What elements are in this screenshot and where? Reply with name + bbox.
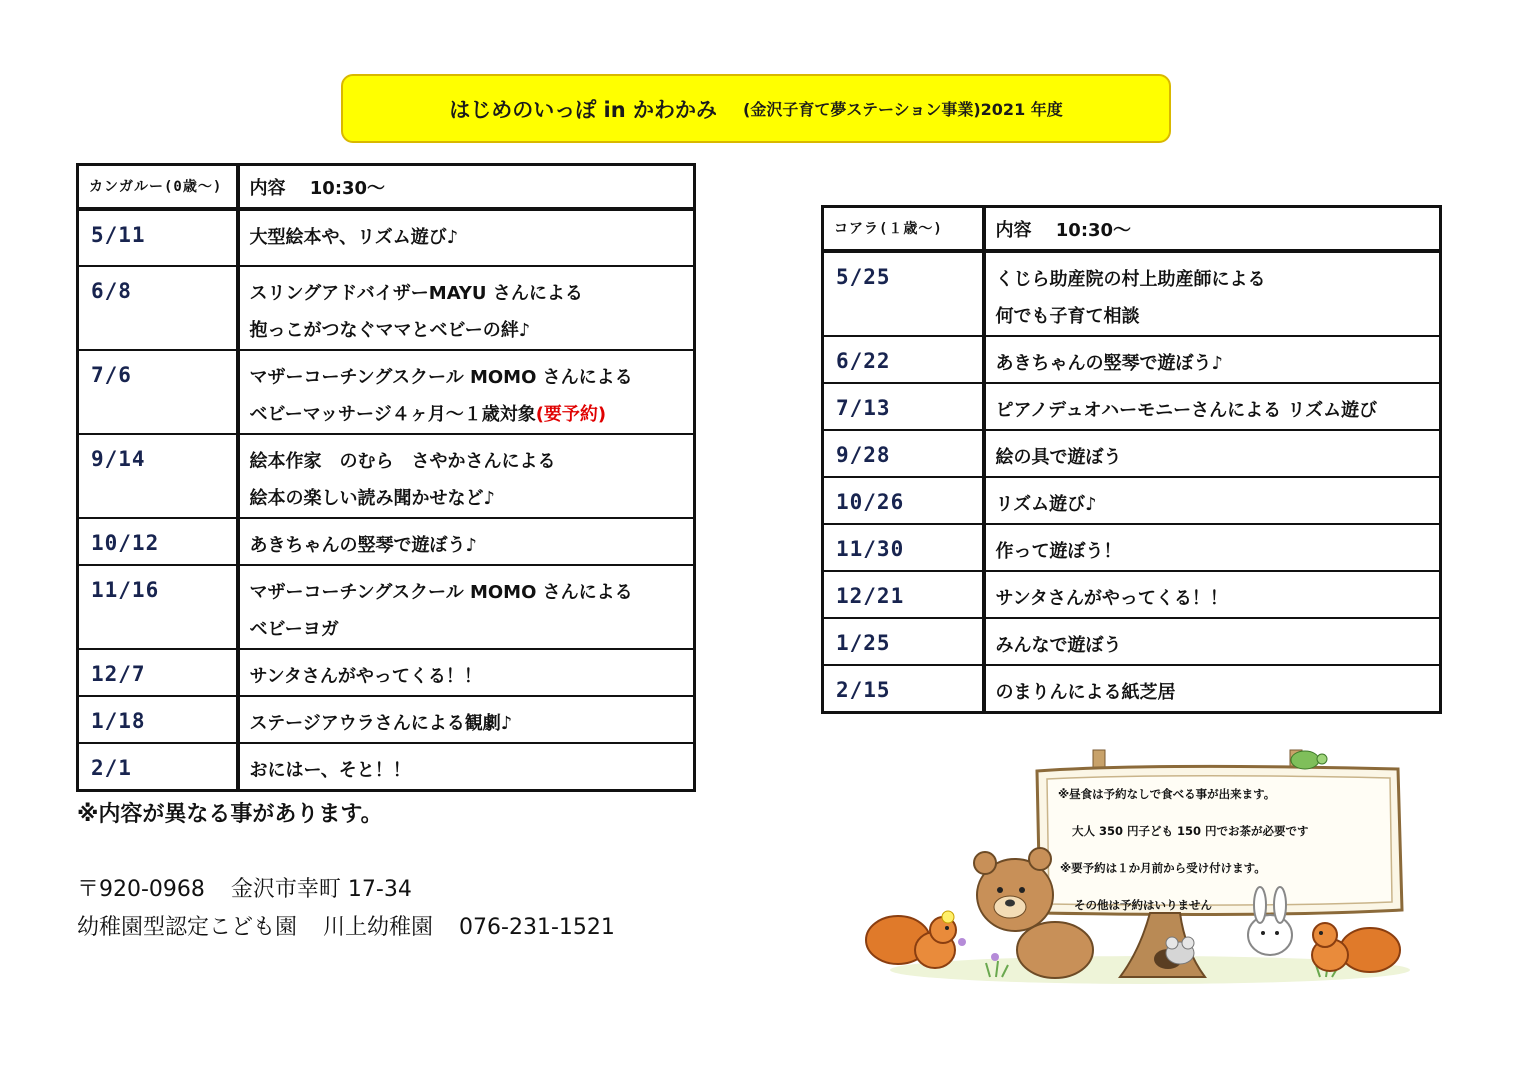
table-row (823, 251, 1441, 336)
row-content: ステージアウラさんによる観劇♪ (238, 696, 695, 743)
row-content: サンタさんがやってくる！！ (984, 571, 1441, 618)
group-label: カンガルー(0歳～) (78, 165, 238, 209)
group-label: コアラ(１歳～) (823, 207, 984, 251)
reservation-required-label: (要予約) (535, 403, 607, 425)
row-content: マザーコーチングスクール MOMO さんによる ベビーマッサージ４ヶ月～１歳対象(要予約) (238, 350, 695, 434)
table-row (78, 565, 695, 649)
row-date: 2/1 (78, 743, 238, 791)
row-content: 絵の具で遊ぼう (984, 430, 1441, 477)
row-content: くじら助産院の村上助産師による 何でも子育て相談 (984, 251, 1441, 336)
row-date: 12/21 (823, 571, 984, 618)
row-content: サンタさんがやってくる！！ (238, 649, 695, 696)
table-row (78, 266, 695, 350)
table-row (823, 524, 1441, 571)
table-row (823, 618, 1441, 665)
row-date: 1/18 (78, 696, 238, 743)
table-row (823, 383, 1441, 430)
school-name: 川上幼稚園 (323, 915, 434, 940)
row-date: 10/12 (78, 518, 238, 565)
title-subtitle: (金沢子育て夢ステーション事業)2021 年度 (743, 100, 1063, 119)
row-content: スリングアドバイザーMAYU さんによる 抱っこがつなぐママとベビーの絆♪ (238, 266, 695, 350)
row-content: ピアノデュオハーモニーさんによる リズム遊び (984, 383, 1441, 430)
row-content: おにはー、そと！！ (238, 743, 695, 791)
row-date: 7/6 (78, 350, 238, 434)
row-date: 1/25 (823, 618, 984, 665)
row-date: 11/16 (78, 565, 238, 649)
row-date: 6/22 (823, 336, 984, 383)
table-row (823, 665, 1441, 713)
row-date: 2/15 (823, 665, 984, 713)
table-header-row (78, 165, 695, 209)
row-content: あきちゃんの竪琴で遊ぼう♪ (238, 518, 695, 565)
row-date: 7/13 (823, 383, 984, 430)
row-date: 9/14 (78, 434, 238, 518)
row-content: みんなで遊ぼう (984, 618, 1441, 665)
row-content: リズム遊び♪ (984, 477, 1441, 524)
address-line (77, 872, 438, 903)
school-line (77, 910, 641, 941)
koala-schedule-table (821, 205, 1442, 714)
table-row (78, 696, 695, 743)
table-row (78, 350, 695, 434)
row-content: のまりんによる紙芝居 (984, 665, 1441, 713)
row-content: マザーコーチングスクール MOMO さんによる ベビーヨガ (238, 565, 695, 649)
table-row (78, 518, 695, 565)
row-date: 10/26 (823, 477, 984, 524)
table-row (78, 649, 695, 696)
content-change-note: ※内容が異なる事があります。 (77, 802, 383, 827)
table-row (78, 743, 695, 791)
kangaroo-schedule-table (76, 163, 696, 792)
table-row (823, 336, 1441, 383)
phone-number: 076-231-1521 (459, 915, 615, 940)
content-header: 内容 10:30～ (238, 165, 695, 209)
signboard-line: ※昼食は予約なしで食べる事が出来ます。 (1058, 787, 1276, 801)
table-row (823, 571, 1441, 618)
row-content: 作って遊ぼう！ (984, 524, 1441, 571)
table-row (823, 430, 1441, 477)
table-row (823, 477, 1441, 524)
table-header-row (823, 207, 1441, 251)
row-content: 絵本作家 のむら さやかさんによる 絵本の楽しい読み聞かせなど♪ (238, 434, 695, 518)
school-type: 幼稚園型認定こども園 (77, 915, 298, 940)
row-date: 6/8 (78, 266, 238, 350)
signboard-line: 大人 350 円子ども 150 円でお茶が必要です (1072, 824, 1309, 838)
row-date: 5/11 (78, 209, 238, 266)
row-content: あきちゃんの竪琴で遊ぼう♪ (984, 336, 1441, 383)
content-header: 内容 10:30～ (984, 207, 1441, 251)
title-main: はじめのいっぽ in かわかみ (449, 97, 717, 122)
title-banner (341, 74, 1171, 143)
signboard-line: ※要予約は１か月前から受け付けます。 (1060, 861, 1266, 875)
row-date: 5/25 (823, 251, 984, 336)
row-date: 9/28 (823, 430, 984, 477)
postal-code: 〒920-0968 (77, 877, 205, 902)
row-date: 11/30 (823, 524, 984, 571)
row-date: 12/7 (78, 649, 238, 696)
table-row (78, 434, 695, 518)
signboard-notes (1040, 776, 1385, 924)
street-address: 金沢市幸町 17-34 (230, 877, 412, 902)
row-content: 大型絵本や、リズム遊び♪ (238, 209, 695, 266)
table-row (78, 209, 695, 266)
signboard-line: その他は予約はいりません (1074, 898, 1212, 912)
